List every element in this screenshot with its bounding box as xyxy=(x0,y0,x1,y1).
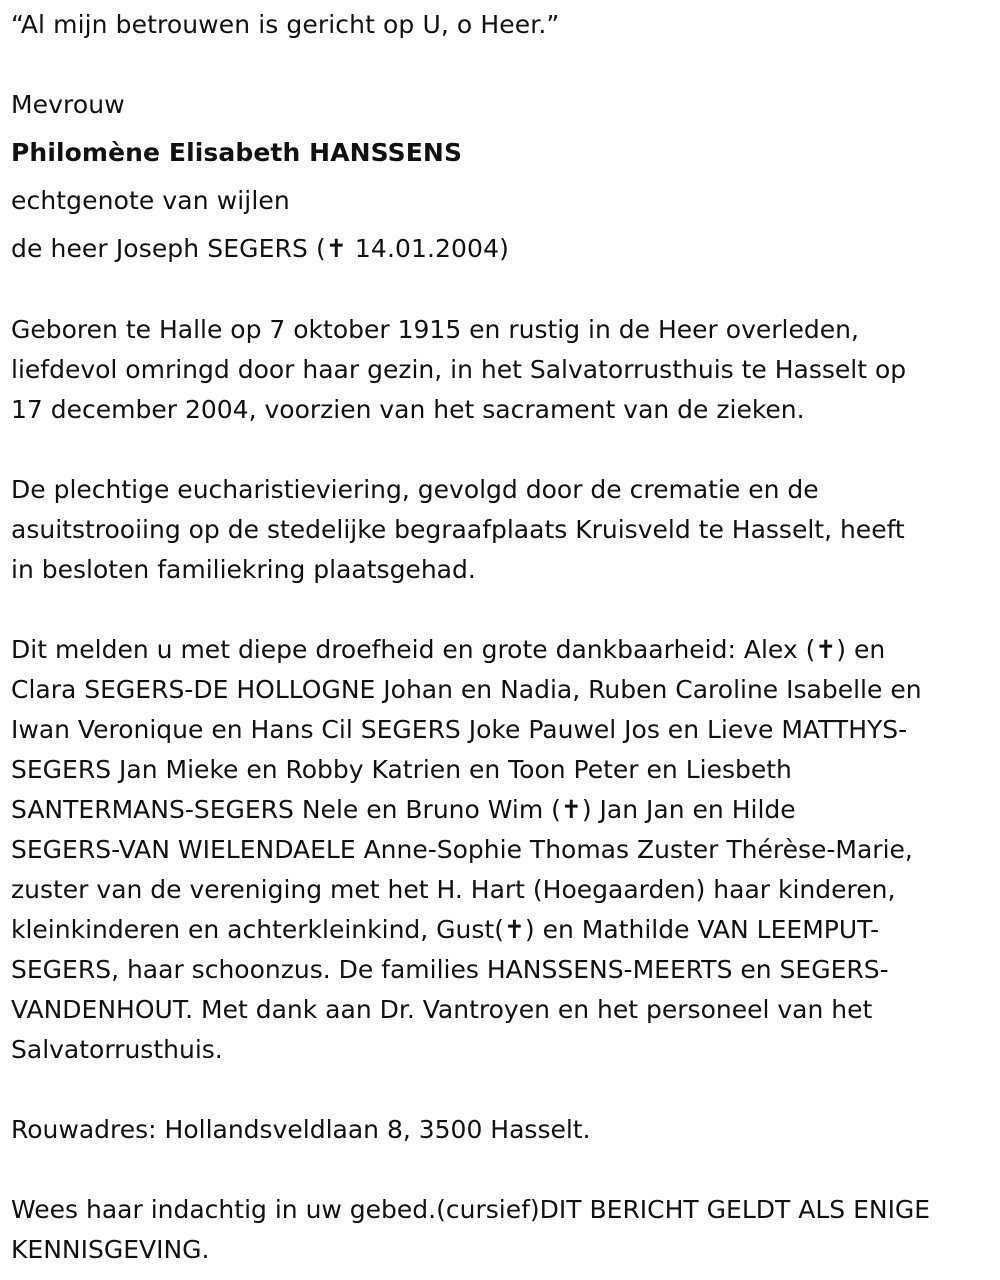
paragraph-line: SANTERMANS-SEGERS Nele en Bruno Wim (✝) Jan Jan en Hilde xyxy=(11,795,796,824)
paragraph-line: KENNISGEVING. xyxy=(11,1235,210,1264)
spouse-text: de heer Joseph SEGERS (✝ 14.01.2004) xyxy=(11,234,509,263)
ceremony-paragraph xyxy=(11,470,996,590)
paragraph-line: SEGERS-VAN WIELENDAELE Anne-Sophie Thomas Zuster Thérèse-Marie, xyxy=(11,835,913,864)
birth-paragraph xyxy=(11,310,996,430)
salutation: Mevrouw xyxy=(11,90,125,119)
family-paragraph xyxy=(11,630,996,1070)
address-line: Rouwadres: Hollandsveldlaan 8, 3500 Hasselt. xyxy=(11,1115,591,1144)
paragraph-line: 17 december 2004, voorzien van het sacrament van de zieken. xyxy=(11,395,805,424)
paragraph-line: liefdevol omringd door haar gezin, in het Salvatorrusthuis te Hasselt op xyxy=(11,355,907,384)
relation-text: echtgenote van wijlen xyxy=(11,186,290,215)
paragraph-line: in besloten familiekring plaatsgehad. xyxy=(11,555,476,584)
paragraph-line: SEGERS, haar schoonzus. De families HANSSENS-MEERTS en SEGERS- xyxy=(11,955,889,984)
address-paragraph xyxy=(11,1110,996,1150)
paragraph-line: Clara SEGERS-DE HOLLOGNE Johan en Nadia, Ruben Caroline Isabelle en xyxy=(11,675,922,704)
paragraph-line: Dit melden u met diepe droefheid en grote dankbaarheid: Alex (✝) en xyxy=(11,635,886,664)
paragraph-line: SEGERS Jan Mieke en Robby Katrien en Toon Peter en Liesbeth xyxy=(11,755,792,784)
paragraph-line: VANDENHOUT. Met dank aan Dr. Vantroyen en het personeel van het xyxy=(11,995,873,1024)
verse-quote: “Al mijn betrouwen is gericht op U, o Heer.” xyxy=(11,10,560,39)
paragraph-line: Wees haar indachtig in uw gebed.(cursief)DIT BERICHT GELDT ALS ENIGE xyxy=(11,1195,931,1224)
paragraph-line: zuster van de vereniging met het H. Hart (Hoegaarden) haar kinderen, xyxy=(11,875,896,904)
paragraph-line: Salvatorrusthuis. xyxy=(11,1035,223,1064)
paragraph-line: kleinkinderen en achterkleinkind, Gust(✝) en Mathilde VAN LEEMPUT- xyxy=(11,915,880,944)
deceased-name: Philomène Elisabeth HANSSENS xyxy=(11,138,463,167)
paragraph-line: asuitstrooiing op de stedelijke begraafplaats Kruisveld te Hasselt, heeft xyxy=(11,515,905,544)
paragraph-line: De plechtige eucharistieviering, gevolgd door de crematie en de xyxy=(11,475,819,504)
closing-paragraph xyxy=(11,1190,996,1270)
paragraph-line: Iwan Veronique en Hans Cil SEGERS Joke Pauwel Jos en Lieve MATTHYS- xyxy=(11,715,908,744)
paragraph-line: Geboren te Halle op 7 oktober 1915 en rustig in de Heer overleden, xyxy=(11,315,859,344)
